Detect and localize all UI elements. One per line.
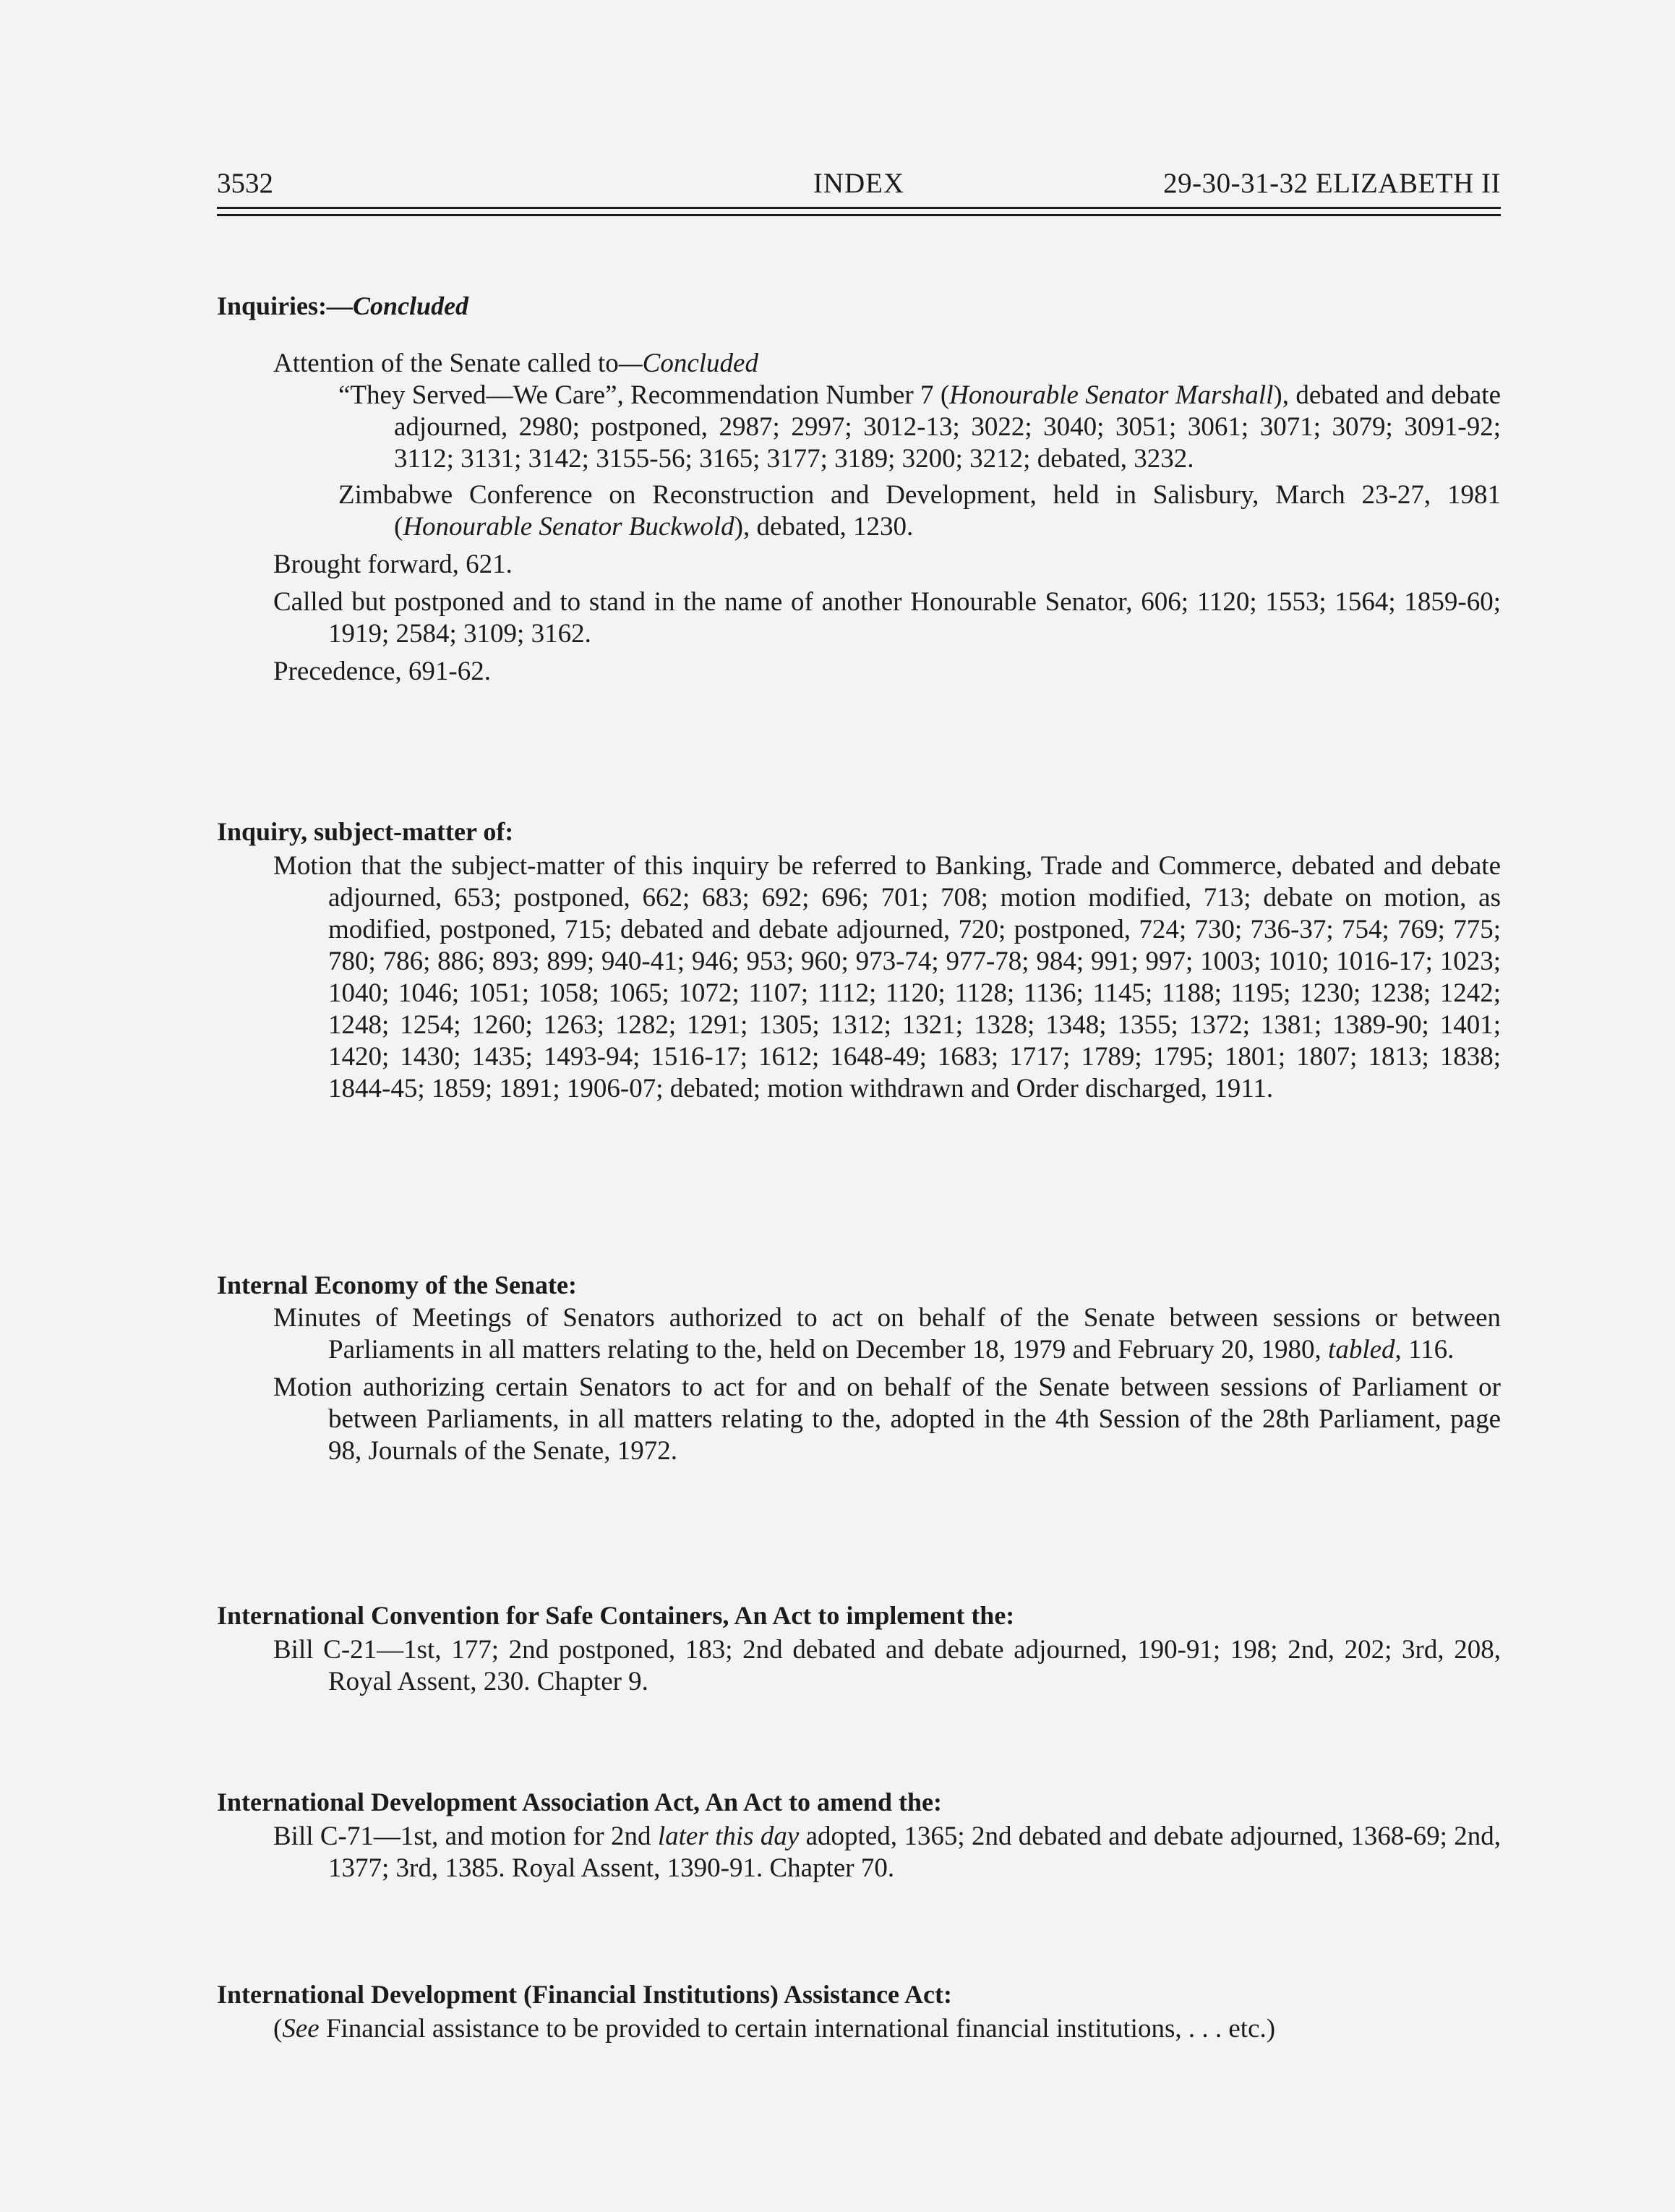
- subentry-see-reference: (See Financial assistance to be provided to certain international financial institutions, . . . etc.): [273, 2014, 1276, 2044]
- subentry-called-postponed: Called but postponed and to stand in the name of another Honourable Senator, 606; 1120; 1553; 1564; 1859-60; 1919; 2584; 3109; 3162.: [273, 587, 1501, 649]
- entry-inquiries: [217, 290, 1501, 688]
- entry-heading: International Development (Financial Institutions) Assistance Act:: [217, 1980, 952, 2009]
- reign-label: 29-30-31-32 ELIZABETH II: [1163, 168, 1501, 199]
- entry-financial-institutions: [217, 1978, 1501, 2045]
- entry-heading: International Development Association Act, An Act to amend the:: [217, 1788, 942, 1816]
- page-title: INDEX: [813, 168, 905, 199]
- entry-heading: Internal Economy of the Senate:: [217, 1271, 577, 1299]
- entry-ida-act: [217, 1786, 1501, 1884]
- subentry-bill-c21: Bill C-21—1st, 177; 2nd postponed, 183; 2nd debated and debate adjourned, 190-91; 198; 2nd, 202; 3rd, 208, Royal Assent, 230. Chapter 9.: [273, 1635, 1501, 1696]
- subentry-brought-forward: Brought forward, 621.: [273, 550, 513, 579]
- entry-internal-economy: [217, 1269, 1501, 1467]
- subentry-motion-authorizing: Motion authorizing certain Senators to act for and on behalf of the Senate between sessions of Parliament or between Parliaments, in all matters relating to the, adopted in the 4th Session of the 28th Parliament, page 98, Journals of the Senate, 1972.: [273, 1372, 1501, 1466]
- subentry-zimbabwe: Zimbabwe Conference on Reconstruction and Development, held in Salisbury, March 23-27, 1981 (Honourable Senator Buckwold), debated, 1230.: [338, 480, 1501, 542]
- entry-inquiry-subject-matter: [217, 816, 1501, 1105]
- header-rule-bottom: [217, 214, 1501, 216]
- subentry-they-served: “They Served—We Care”, Recommendation Number 7 (Honourable Senator Marshall), debated and debate adjourned, 2980; postponed, 2987; 2997; 3012-13; 3022; 3040; 3051; 3061; 3071; 3079; 3091-92; 3112; 3131; 3142; 3155-56; 3165; 3177; 3189; 3200; 3212; debated, 3232.: [338, 380, 1501, 474]
- subentry-attention: Attention of the Senate called to—Concluded: [273, 349, 758, 378]
- page-number: 3532: [217, 168, 273, 199]
- subentry-motion: Motion that the subject-matter of this inquiry be referred to Banking, Trade and Commerce, debated and debate adjourned, 653; postponed, 662; 683; 692; 696; 701; 708; motion modified, 713; debate on motion, as modified, postponed, 715; debated and debate adjourned, 720; postponed, 724; 730; 736-37; 754; 769; 775; 780; 786; 886; 893; 899; 940-41; 946; 953; 960; 973-74; 977-78; 984; 991; 997; 1003; 1010; 1016-17; 1023; 1040; 1046; 1051; 1058; 1065; 1072; 1107; 1112; 1120; 1128; 1136; 1145; 1188; 1195; 1230; 1238; 1242; 1248; 1254; 1260; 1263; 1282; 1291; 1305; 1312; 1321; 1328; 1348; 1355; 1372; 1381; 1389-90; 1401; 1420; 1430; 1435; 1493-94; 1516-17; 1612; 1648-49; 1683; 1717; 1789; 1795; 1801; 1807; 1813; 1838; 1844-45; 1859; 1891; 1906-07; debated; motion withdrawn and Order discharged, 1911.: [273, 851, 1501, 1103]
- subentry-bill-c71: Bill C-71—1st, and motion for 2nd later this day adopted, 1365; 2nd debated and debate adjourned, 1368-69; 2nd, 1377; 3rd, 1385. Royal Assent, 1390-91. Chapter 70.: [273, 1822, 1501, 1883]
- entry-heading: Inquiries:—Concluded: [217, 291, 469, 320]
- subentry-minutes: Minutes of Meetings of Senators authorized to act on behalf of the Senate between sessions or between Parliaments in all matters relating to the, held on December 18, 1979 and February 20, 1980, tabled, 116.: [273, 1303, 1501, 1365]
- entry-heading: Inquiry, subject-matter of:: [217, 817, 514, 846]
- header-rule-top: [217, 207, 1501, 209]
- entry-heading: International Convention for Safe Containers, An Act to implement the:: [217, 1601, 1015, 1630]
- page-header: [217, 163, 1501, 204]
- entry-safe-containers: [217, 1600, 1501, 1698]
- subentry-precedence: Precedence, 691-62.: [273, 657, 492, 686]
